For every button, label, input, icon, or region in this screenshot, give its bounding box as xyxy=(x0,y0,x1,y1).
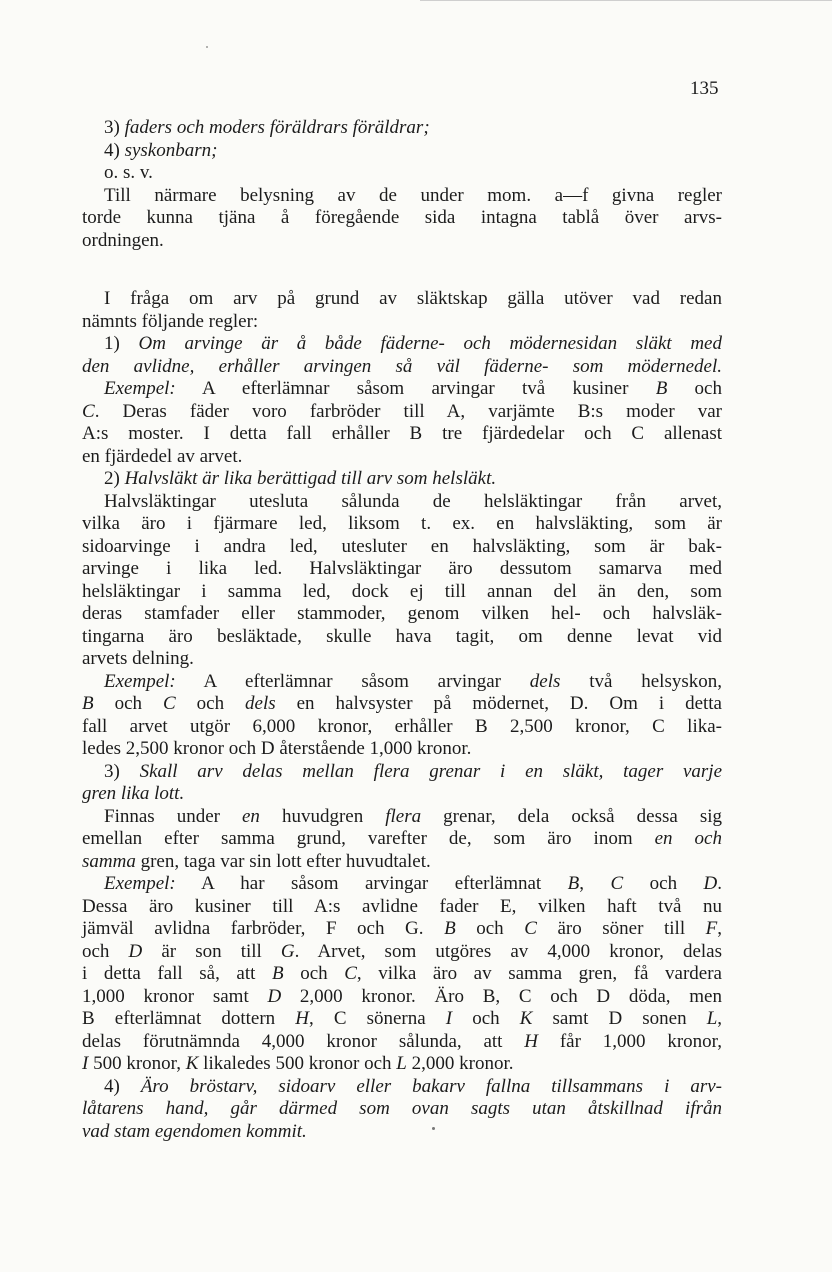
text-line xyxy=(82,288,722,311)
italic-text: dels xyxy=(245,693,276,714)
italic-text: Halvsläkt är lika berättigad till arv som helsläkt. xyxy=(124,468,497,489)
text-line xyxy=(82,738,722,761)
text-line xyxy=(82,648,722,671)
text-run: och xyxy=(452,1008,520,1029)
text-run: o. s. v. xyxy=(104,162,153,183)
text-line xyxy=(82,558,722,581)
italic-text: H xyxy=(295,1008,309,1029)
text-run: Finnas under xyxy=(104,805,242,827)
italic-text: B xyxy=(444,918,456,939)
text-run: 500 kronor, xyxy=(88,1053,186,1074)
text-run: emellan efter samma grund, varefter de, som äro inom xyxy=(82,828,655,849)
text-line xyxy=(82,626,722,649)
italic-text: den avlidne, erhåller arvingen så väl fäderne- som mödernedel. xyxy=(82,355,722,377)
text-line xyxy=(82,1053,722,1076)
text-line xyxy=(82,1076,722,1099)
scan-edge-line xyxy=(420,0,832,1)
text-run: fall arvet utgör 6,000 kronor, erhåller B 2,500 kronor, C lika- xyxy=(82,715,722,737)
italic-text: K xyxy=(185,1053,199,1074)
italic-text: Om arvinge är å både fäderne- och mödernesidan släkt med xyxy=(138,333,722,354)
text-run: B efterlämnat dottern xyxy=(82,1008,296,1029)
text-run: får 1,000 kronor, xyxy=(538,1030,722,1052)
text-run: 2,000 kronor. xyxy=(406,1053,514,1074)
italic-text: F xyxy=(705,918,718,939)
text-line xyxy=(82,671,722,694)
text-run: arvets delning. xyxy=(82,648,194,669)
italic-text: D xyxy=(267,985,282,1007)
text-run: Dessa äro kusiner till A:s avlidne fader E, vilken haft två nu xyxy=(82,895,722,917)
text-run: vilka äro i fjärmare led, liksom t. ex. en halvsläkting, som är xyxy=(82,513,722,534)
text-run: , xyxy=(717,1008,723,1029)
text-run: gren, taga var sin lott efter huvudtalet. xyxy=(135,850,431,872)
italic-text: samma xyxy=(82,850,136,872)
text-line xyxy=(82,468,722,491)
text-run: 1,000 kronor samt xyxy=(82,985,268,1007)
text-run: ordningen. xyxy=(82,229,164,251)
italic-text: H xyxy=(524,1030,539,1052)
text-run: tingarna äro besläktade, skulle hava tagit, om denne levat vid xyxy=(82,625,722,647)
text-line xyxy=(82,941,722,964)
italic-text: L xyxy=(706,1008,718,1029)
italic-text: Exempel: xyxy=(104,670,176,692)
text-run: torde kunna tjäna å föregående sida intagna tablå över arvs- xyxy=(82,207,722,228)
text-line xyxy=(82,1121,722,1144)
italic-text: D xyxy=(128,940,143,962)
italic-text: C xyxy=(82,400,95,422)
text-line xyxy=(82,828,722,851)
paragraph-gap xyxy=(82,252,722,288)
text-line xyxy=(82,986,722,1009)
text-run: och xyxy=(82,940,129,962)
text-run: sidoarvinge i andra led, utesluter en halvsläkting, som är bak- xyxy=(82,535,722,557)
text-line xyxy=(82,491,722,514)
text-run: och xyxy=(175,693,246,714)
italic-text: G xyxy=(280,940,295,962)
page-number: 135 xyxy=(690,78,719,99)
text-line xyxy=(82,581,722,604)
italic-text: D xyxy=(703,873,718,894)
text-run: 3) xyxy=(104,117,125,138)
text-line xyxy=(82,513,722,536)
text-line xyxy=(82,117,722,140)
text-run: och xyxy=(667,378,722,399)
text-run: A har såsom arvingar efterlämnat xyxy=(175,873,568,894)
text-run: arvinge i lika led. Halvsläktingar äro dessutom samarva med xyxy=(82,558,722,579)
text-run: ledes 2,500 kronor och D återstående 1,000 kronor. xyxy=(82,738,472,759)
text-run: A efterlämnar såsom arvingar xyxy=(175,670,530,692)
italic-text: faders och moders föräldrars föräldrar; xyxy=(124,117,430,138)
text-line xyxy=(82,333,722,356)
text-line xyxy=(82,761,722,784)
text-line xyxy=(82,693,722,716)
text-run: och xyxy=(283,963,345,984)
text-line xyxy=(82,446,722,469)
text-line xyxy=(82,140,722,163)
text-line xyxy=(82,162,722,185)
text-line xyxy=(82,311,722,334)
text-line xyxy=(82,806,722,829)
text-line xyxy=(82,1008,722,1031)
italic-text: I xyxy=(82,1053,89,1074)
text-run: huvudgren xyxy=(259,805,386,827)
italic-text: B xyxy=(82,693,94,714)
text-run: är son till xyxy=(142,940,281,962)
text-run: , C sönerna xyxy=(309,1008,446,1029)
text-line xyxy=(82,401,722,424)
text-run: och xyxy=(93,693,163,714)
text-line xyxy=(82,378,722,401)
italic-text: Exempel: xyxy=(104,873,176,894)
text-line xyxy=(82,873,722,896)
italic-text: vad stam egendomen kommit. xyxy=(82,1120,307,1142)
text-run: , xyxy=(717,918,723,939)
italic-text: en xyxy=(241,805,260,827)
text-run: en halvsyster på mödernet, D. Om i detta xyxy=(275,693,722,714)
text-run: 3) xyxy=(104,760,140,782)
text-line xyxy=(82,423,722,446)
text-line xyxy=(82,963,722,986)
text-run: . Deras fäder voro farbröder till A, varjämte B:s moder var xyxy=(94,400,722,422)
italic-text: I xyxy=(445,1008,453,1029)
text-run: och xyxy=(623,873,704,894)
italic-text: syskonbarn; xyxy=(124,139,218,161)
text-run: likaledes 500 kronor och xyxy=(198,1053,397,1074)
italic-text: C xyxy=(524,918,537,939)
italic-text: låtarens hand, går därmed som ovan sagts utan åtskillnad ifrån xyxy=(82,1098,722,1119)
italic-text: flera xyxy=(385,805,422,827)
text-run: A efterlämnar såsom arvingar två kusiner xyxy=(175,378,656,399)
text-run: , xyxy=(579,873,611,894)
text-run: i detta fall så, att xyxy=(82,963,273,984)
text-run: A:s moster. I detta fall erhåller B tre fjärdedelar och C allenast xyxy=(82,423,722,444)
text-run: Halvsläktingar utesluta sålunda de helsläktingar från arvet, xyxy=(104,490,722,512)
text-run: 4) xyxy=(104,139,125,161)
italic-text: C xyxy=(610,873,624,894)
text-line xyxy=(82,536,722,559)
text-line xyxy=(82,918,722,941)
text-run: 4) xyxy=(104,1075,141,1097)
italic-text: gren lika lott. xyxy=(82,783,185,804)
text-run: helsläktingar i samma led, dock ej till annan del än den, som xyxy=(82,580,722,602)
text-line xyxy=(82,851,722,874)
text-line xyxy=(82,207,722,230)
text-line xyxy=(82,230,722,253)
text-run: deras stamfader eller stammoder, genom vilken hel- och halvsläk- xyxy=(82,603,722,624)
text-line xyxy=(82,1098,722,1121)
italic-text: B xyxy=(567,873,580,894)
italic-text: B xyxy=(272,963,284,984)
italic-text: en och xyxy=(654,828,722,849)
text-run: nämnts följande regler: xyxy=(82,310,259,332)
text-line xyxy=(82,1031,722,1054)
text-run: . Arvet, som utgöres av 4,000 kronor, delas xyxy=(294,940,722,962)
text-run: jämväl avlidna farbröder, F och G. xyxy=(82,918,445,939)
text-run: . xyxy=(717,873,723,894)
italic-text: dels xyxy=(529,670,561,692)
text-run: 2,000 kronor. Äro B, C och D döda, men xyxy=(281,985,722,1007)
text-line xyxy=(82,185,722,208)
text-run: I fråga om arv på grund av släktskap gälla utöver vad redan xyxy=(104,288,722,309)
text-run: grenar, dela också dessa sig xyxy=(421,805,722,827)
text-run: två helsyskon, xyxy=(560,670,722,692)
italic-text: L xyxy=(396,1053,407,1074)
text-run: , vilka äro av samma gren, få vardera xyxy=(356,963,722,984)
italic-text: K xyxy=(519,1008,533,1029)
text-run: Till närmare belysning av de under mom. a—f givna regler xyxy=(104,184,722,206)
italic-text: C xyxy=(344,963,357,984)
italic-text: Skall arv delas mellan flera grenar i en släkt, tager varje xyxy=(139,760,723,782)
text-line xyxy=(82,603,722,626)
italic-text: B xyxy=(655,378,668,399)
italic-text: Äro bröstarv, sidoarv eller bakarv fallna tillsammans i arv- xyxy=(140,1075,722,1097)
italic-text: C xyxy=(162,693,176,714)
page-body-text xyxy=(82,117,722,1143)
text-line xyxy=(82,896,722,919)
text-run: 2) xyxy=(104,468,125,489)
text-run: en fjärdedel av arvet. xyxy=(82,445,243,467)
text-run: äro söner till xyxy=(536,918,706,939)
text-line xyxy=(82,716,722,739)
text-run: delas förutnämnda 4,000 kronor sålunda, att xyxy=(82,1030,525,1052)
scan-speck xyxy=(206,46,208,48)
text-line xyxy=(82,356,722,379)
text-run: samt D sonen xyxy=(532,1008,707,1029)
text-line xyxy=(82,783,722,806)
text-run: 1) xyxy=(104,333,139,354)
italic-text: Exempel: xyxy=(104,378,176,399)
text-run: och xyxy=(455,918,525,939)
